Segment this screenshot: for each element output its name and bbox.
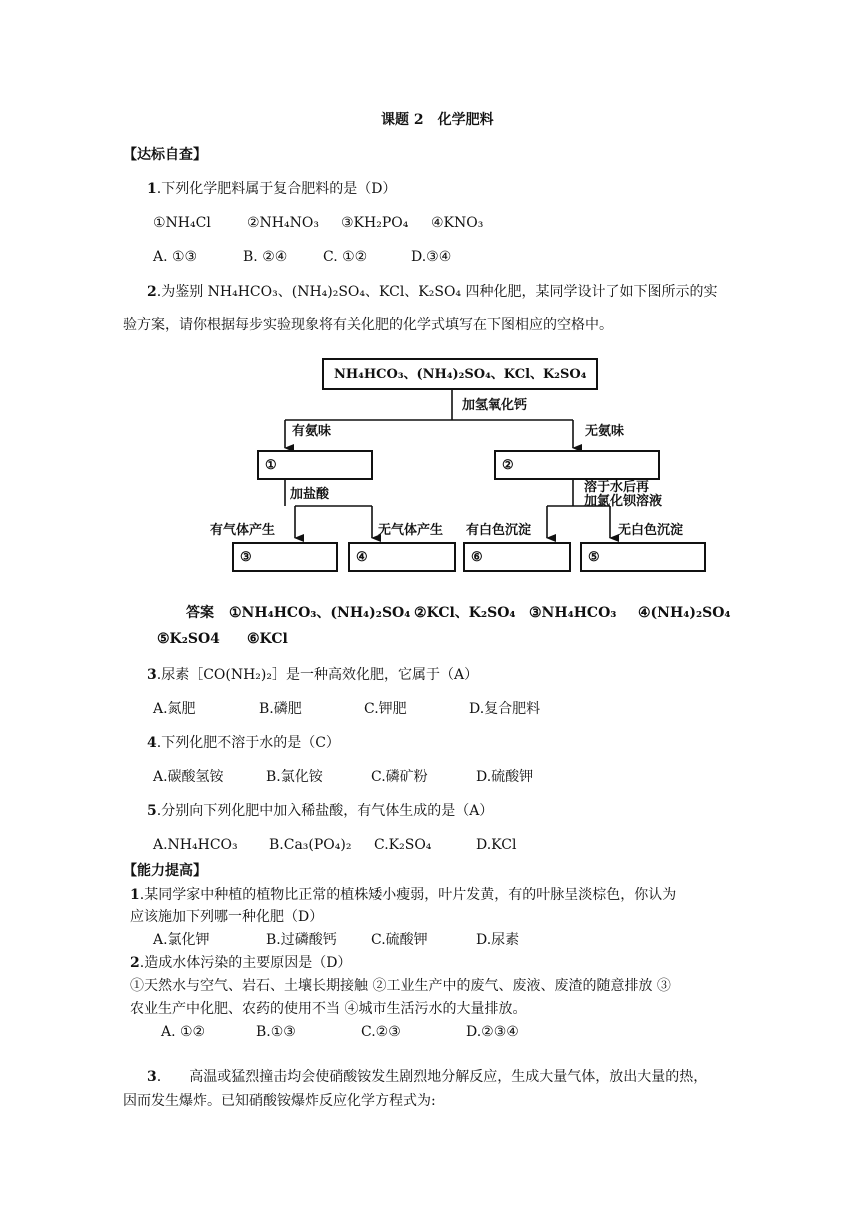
improve-question-2 (130, 954, 351, 972)
answer-5: ⑤K₂SO4 (157, 631, 220, 647)
p2-option-d: D.②③④ (466, 1024, 519, 1040)
p2-option-b: B.①③ (256, 1024, 296, 1040)
branch-ammonia-smell: 有氨味 (292, 424, 332, 439)
question-stem: .尿素［CO(NH₂)₂］是一种高效化肥，它属于（A） (156, 667, 479, 683)
p2-text-line-2: 农业生产中化肥、农药的使用不当 ④城市生活污水的大量排放。 (130, 1001, 527, 1017)
question-number: 2 (130, 955, 140, 971)
branch-gas-produced: 有气体产生 (210, 523, 276, 538)
branch-no-precipitate: 无白色沉淀 (618, 523, 684, 538)
box-4-label: ④ (356, 550, 368, 565)
reagent-hydrochloric-acid: 加盐酸 (290, 487, 330, 502)
q1-item-4: ④KNO₃ (431, 215, 484, 231)
q1-item-1: ①NH₄Cl (153, 215, 211, 231)
question-stem-line-1: . 高温或猛烈撞击均会使硝酸铵发生剧烈地分解反应，生成大量气体，放出大量的热， (156, 1069, 708, 1085)
box-1-label: ① (265, 458, 277, 473)
question-stem: .造成水体污染的主要原因是（D） (139, 955, 352, 971)
answer-3: ③NH₄HCO₃ (529, 605, 617, 621)
improve-question-1 (130, 886, 676, 904)
branch-no-ammonia-smell: 无氨味 (585, 424, 625, 439)
question-stem-line-1: .某同学家中种植的植物比正常的植株矮小瘦弱，叶片发黄，有的叶脉呈淡棕色，你认为 (139, 887, 677, 903)
answer-1: ①NH₄HCO₃、(NH₄)₂SO₄ (229, 605, 411, 621)
q3-option-b: B.磷肥 (259, 701, 302, 717)
p1-option-d: D.尿素 (476, 932, 520, 948)
q4-option-d: D.硫酸钾 (476, 769, 534, 785)
box-1 (257, 450, 373, 480)
question-stem-line-2: 因而发生爆炸。已知硝酸铵爆炸反应化学方程式为: (123, 1093, 436, 1109)
question-number: 3 (147, 1069, 157, 1085)
p2-option-a: A. ①② (161, 1024, 206, 1040)
question-stem-line-2: 应该施加下列哪一种化肥（D） (130, 909, 324, 925)
improve-question-3 (147, 1068, 707, 1086)
question-5 (147, 802, 493, 820)
question-number: 1 (130, 887, 140, 903)
branch-white-precipitate: 有白色沉淀 (466, 523, 532, 538)
box-5 (580, 542, 706, 572)
q1-option-d: D.③④ (411, 249, 452, 265)
question-number: 4 (147, 735, 157, 751)
q5-option-c: C.K₂SO₄ (374, 837, 432, 853)
answer-6: ⑥KCl (247, 631, 288, 647)
question-stem-line-1: .为鉴别 NH₄HCO₃、(NH₄)₂SO₄、KCl、K₂SO₄ 四种化肥，某同学设计了如下图所示的实 (156, 284, 718, 300)
page-title: 课题 2 化学肥料 (381, 112, 494, 128)
box-4 (348, 542, 456, 572)
question-2 (147, 283, 718, 301)
question-3 (147, 666, 478, 684)
reagent-bacl2-line-1: 溶于水后再 (584, 480, 650, 495)
box-all-fertilizers (322, 358, 598, 390)
box-6 (463, 542, 571, 572)
q5-option-b: B.Ca₃(PO₄)₂ (269, 837, 352, 853)
q4-option-b: B.氯化铵 (266, 769, 323, 785)
question-stem: .下列化肥不溶于水的是（C） (156, 735, 340, 751)
box-5-label: ⑤ (588, 550, 600, 565)
question-number: 5 (147, 803, 157, 819)
q4-option-a: A.碳酸氢铵 (153, 769, 224, 785)
box-2-label: ② (502, 458, 514, 473)
question-number: 2 (147, 284, 157, 300)
q1-item-2: ②NH₄NO₃ (247, 215, 319, 231)
p1-option-c: C.硫酸钾 (371, 932, 428, 948)
box-2 (494, 450, 660, 480)
answer-label: 答案 (186, 605, 214, 621)
q4-option-c: C.磷矿粉 (371, 769, 428, 785)
answer-4: ④(NH₄)₂SO₄ (638, 605, 731, 621)
q1-item-3: ③KH₂PO₄ (341, 215, 409, 231)
p2-text-line-1: ①天然水与空气、岩石、土壤长期接触 ②工业生产中的废气、废液、废渣的随意排放 ③ (130, 978, 671, 994)
question-stem: .下列化学肥料属于复合肥料的是（D） (156, 181, 397, 197)
question-4 (147, 734, 340, 752)
p2-option-c: C.②③ (361, 1024, 401, 1040)
q3-option-d: D.复合肥料 (469, 701, 541, 717)
reagent-bacl2-line-2: 加氯化钡溶液 (584, 494, 663, 509)
p1-option-a: A.氯化钾 (153, 932, 210, 948)
flowchart-diagram (200, 352, 720, 592)
q1-option-c: C. ①② (323, 249, 368, 265)
q5-option-d: D.KCl (476, 837, 517, 853)
p1-option-b: B.过磷酸钙 (266, 932, 337, 948)
question-number: 1 (147, 181, 157, 197)
reagent-calcium-hydroxide: 加氢氧化钙 (462, 398, 528, 413)
box-3 (232, 542, 338, 572)
answer-2: ②KCl、K₂SO₄ (414, 605, 516, 621)
question-stem-line-2: 验方案，请你根据每步实验现象将有关化肥的化学式填写在下图相应的空格中。 (123, 317, 613, 333)
q3-option-a: A.氮肥 (153, 701, 196, 717)
section-improve: 【能力提高】 (123, 863, 207, 879)
section-self-check: 【达标自查】 (123, 147, 207, 163)
question-stem: .分别向下列化肥中加入稀盐酸，有气体生成的是（A） (156, 803, 494, 819)
q1-option-b: B. ②④ (243, 249, 288, 265)
question-1 (147, 180, 396, 198)
q3-option-c: C.钾肥 (364, 701, 407, 717)
box-all-fertilizers-label: NH₄HCO₃、(NH₄)₂SO₄、KCl、K₂SO₄ (334, 367, 587, 382)
box-3-label: ③ (240, 550, 252, 565)
q1-option-a: A. ①③ (153, 249, 198, 265)
branch-no-gas: 无气体产生 (378, 523, 444, 538)
q5-option-a: A.NH₄HCO₃ (153, 837, 238, 853)
question-number: 3 (147, 667, 157, 683)
box-6-label: ⑥ (471, 550, 483, 565)
